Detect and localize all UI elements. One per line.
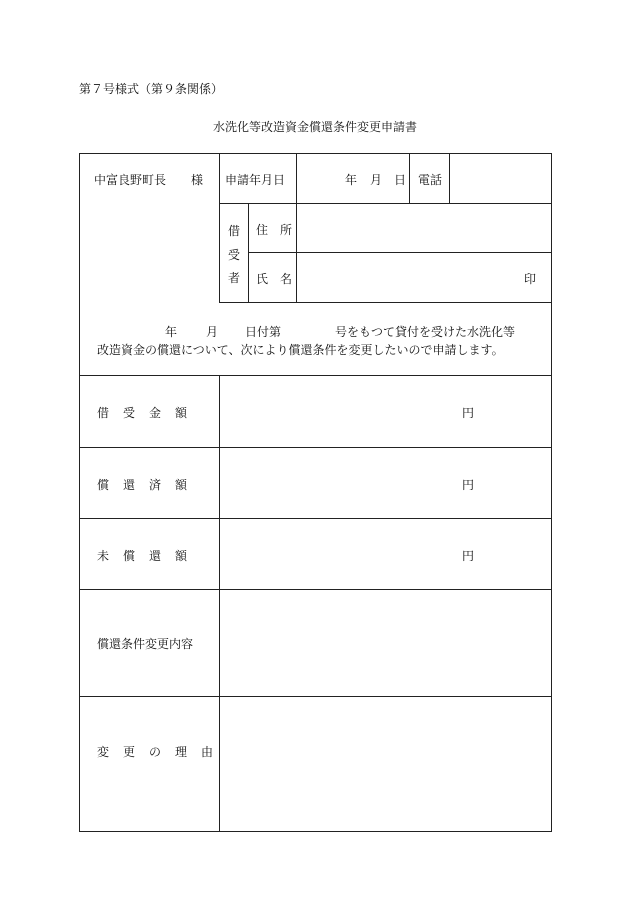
date-input[interactable] bbox=[297, 154, 409, 203]
table-border-left bbox=[79, 153, 80, 832]
row-label-change-reason: 変 更 の 理 由 bbox=[97, 745, 215, 759]
borrower-label-char: 受 bbox=[228, 248, 241, 262]
row-unit-yen: 円 bbox=[462, 478, 475, 492]
statement-month: 月 bbox=[206, 325, 219, 339]
date-day: 日 bbox=[394, 173, 407, 187]
repaid-amount-input[interactable] bbox=[220, 448, 551, 518]
row-unit-yen: 円 bbox=[462, 549, 475, 563]
borrowed-amount-input[interactable] bbox=[220, 376, 551, 447]
change-reason-input[interactable] bbox=[220, 697, 551, 831]
name-input[interactable] bbox=[297, 253, 517, 302]
phone-input[interactable] bbox=[450, 154, 551, 203]
row-label-borrowed-amount: 借 受 金 額 bbox=[97, 406, 189, 420]
unrepaid-amount-input[interactable] bbox=[220, 519, 551, 589]
statement-line1-rest: 号をもつて貸付を受けた水洗化等 bbox=[335, 325, 516, 339]
row-label-unrepaid-amount: 未 償 還 額 bbox=[97, 549, 189, 563]
table-border-right bbox=[551, 153, 552, 832]
address-input[interactable] bbox=[297, 204, 551, 252]
statement-date-no: 日付第 bbox=[245, 325, 282, 339]
seal-mark: 印 bbox=[524, 272, 537, 286]
addressee-honorific: 様 bbox=[191, 173, 204, 187]
statement-year: 年 bbox=[165, 325, 178, 339]
row-unit-yen: 円 bbox=[462, 406, 475, 420]
borrower-label-char: 借 bbox=[228, 224, 241, 238]
name-label: 氏 名 bbox=[256, 272, 293, 286]
phone-label: 電話 bbox=[418, 173, 443, 187]
addressee-name: 中富良野町長 bbox=[94, 173, 167, 187]
divider bbox=[219, 302, 552, 303]
statement-line2: 改造資金の償還について、次により償還条件を変更したいので申請します。 bbox=[97, 343, 504, 357]
divider bbox=[409, 153, 410, 203]
divider bbox=[219, 153, 220, 303]
borrower-label-char: 者 bbox=[228, 271, 241, 285]
divider bbox=[248, 203, 249, 303]
application-date-label: 申請年月日 bbox=[225, 173, 286, 187]
row-label-change-details: 償還条件変更内容 bbox=[97, 637, 194, 651]
page-title: 水洗化等改造資金償還条件変更申請書 bbox=[212, 120, 417, 134]
row-label-repaid-amount: 償 還 済 額 bbox=[97, 478, 189, 492]
form-number: 第７号様式（第９条関係） bbox=[79, 82, 224, 96]
change-details-input[interactable] bbox=[220, 590, 551, 696]
table-border-bottom bbox=[79, 831, 552, 832]
date-month: 月 bbox=[370, 173, 383, 187]
date-year: 年 bbox=[345, 173, 358, 187]
address-label: 住 所 bbox=[256, 223, 293, 237]
